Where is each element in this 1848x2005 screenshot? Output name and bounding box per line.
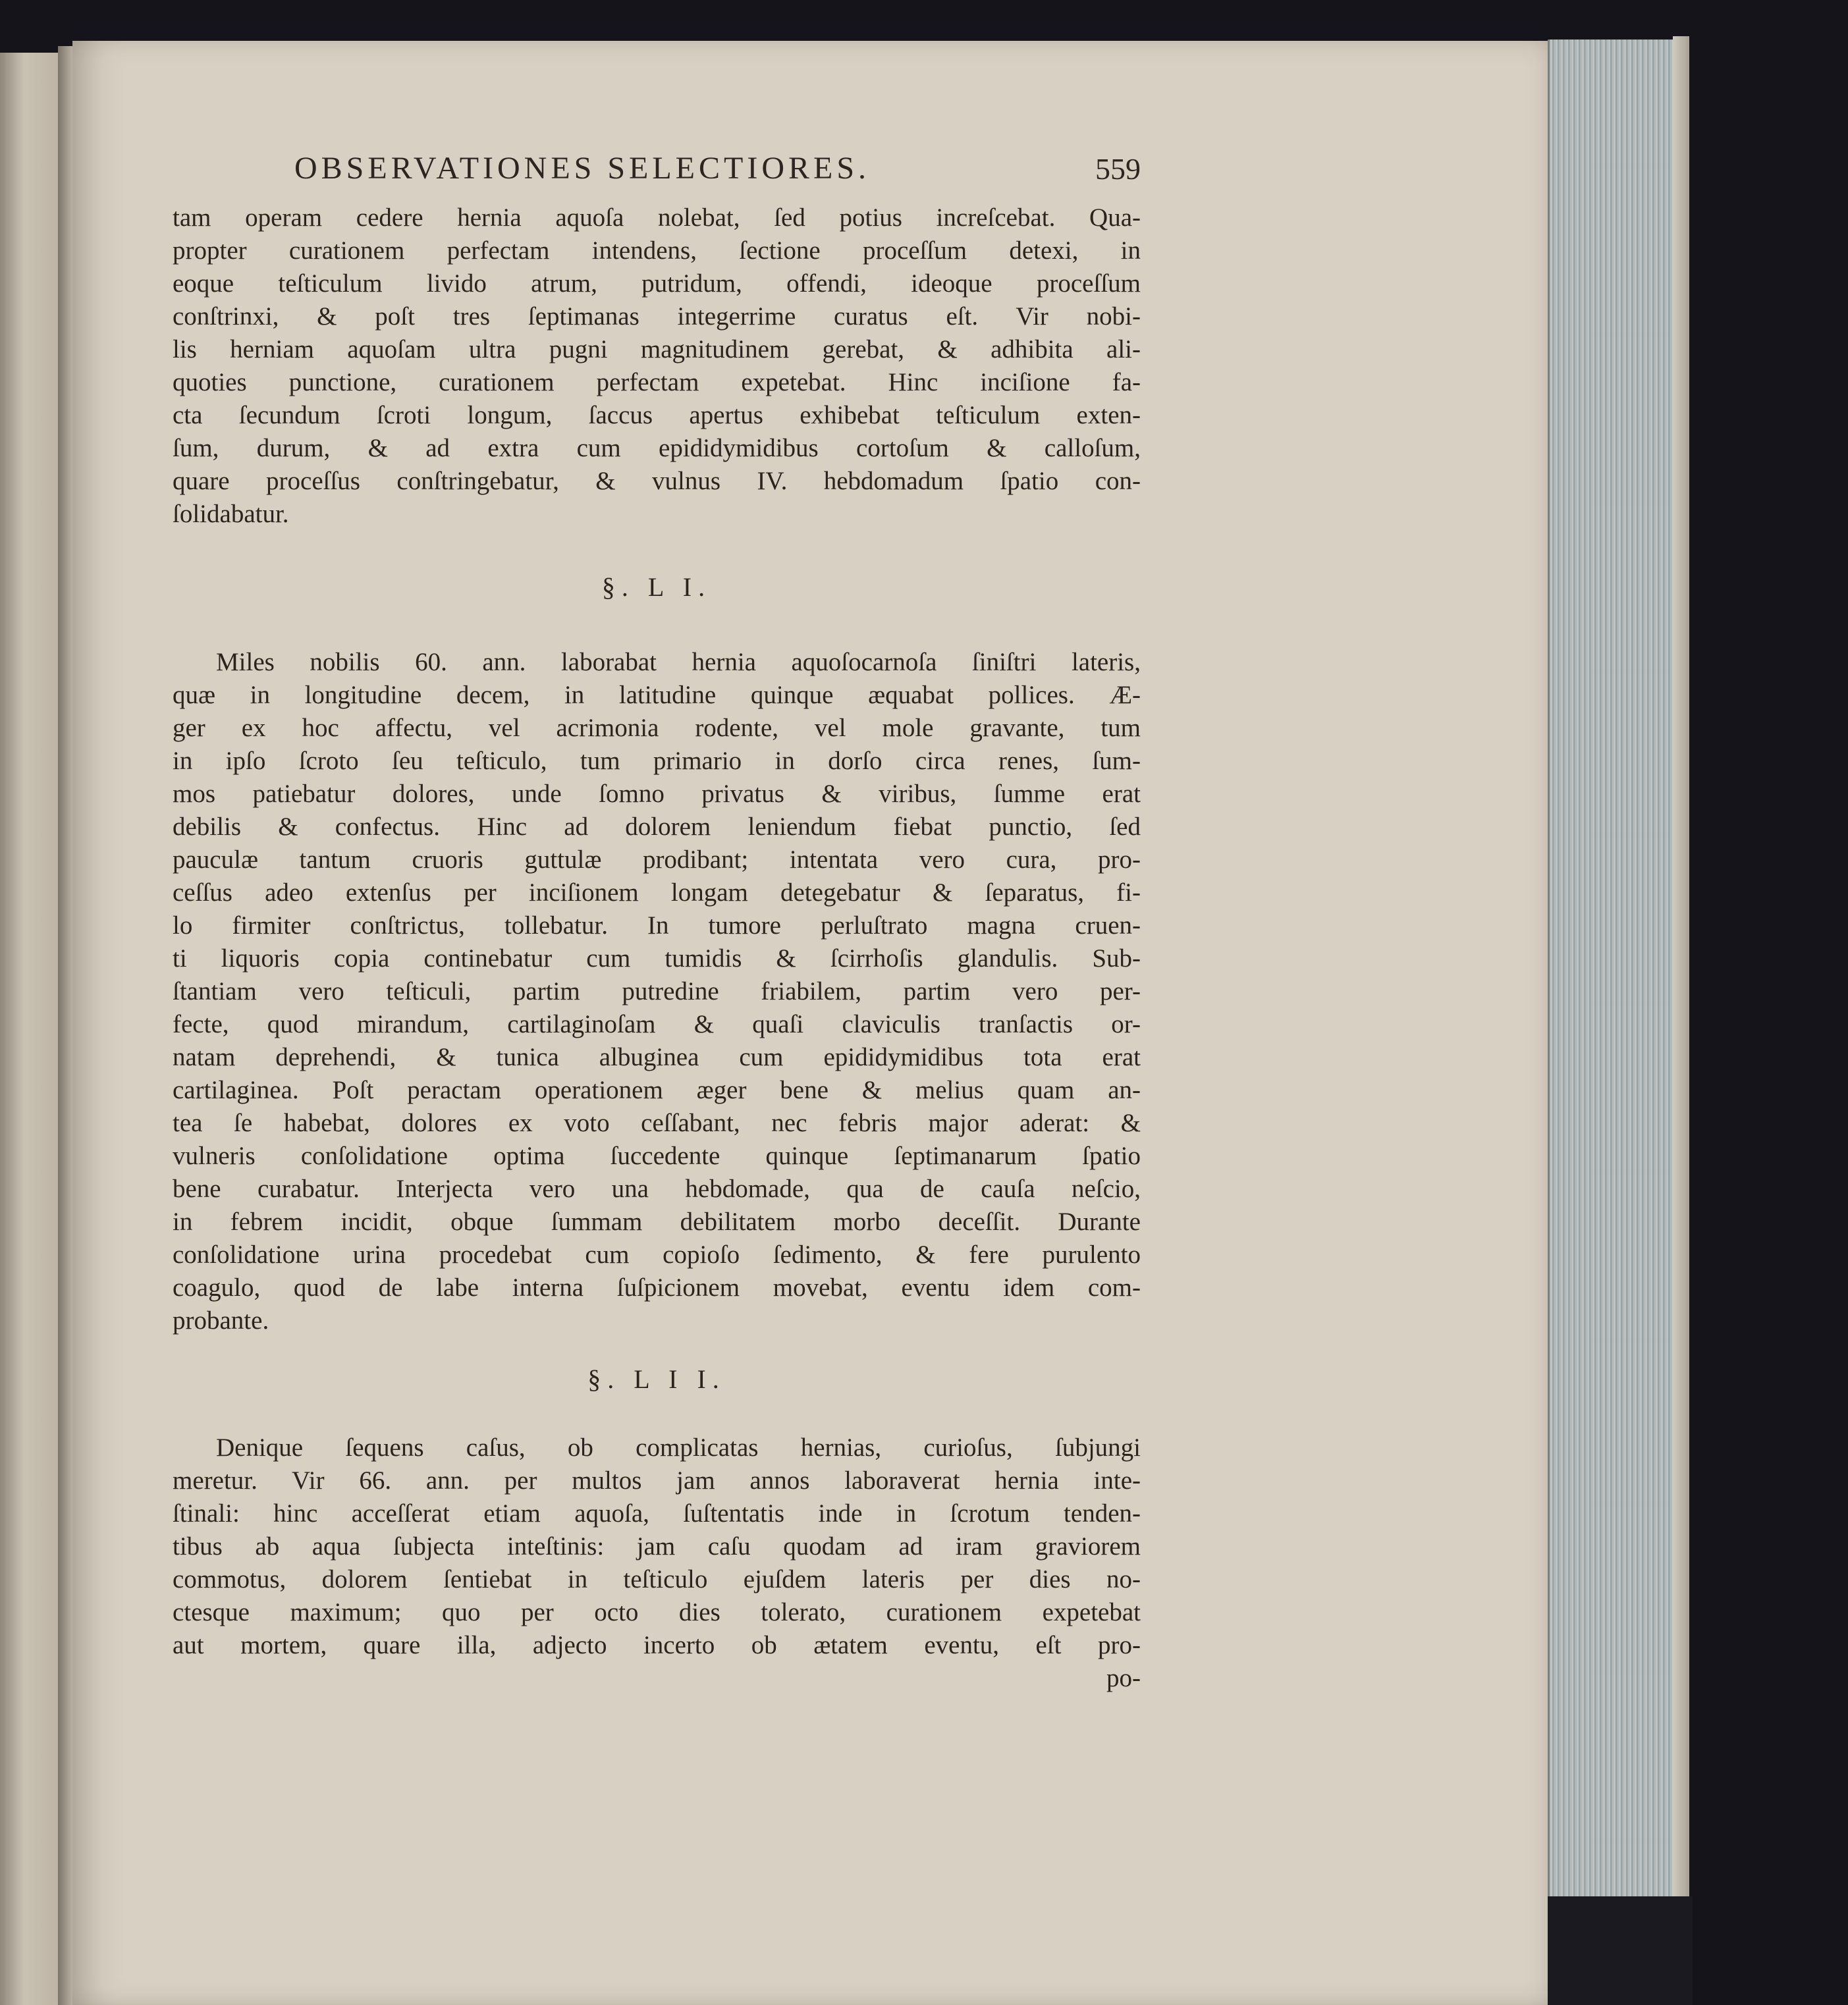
cover-edge xyxy=(1673,36,1689,1919)
text-line: ſtantiam vero teſticuli, partim putredine friabilem, partim vero per- xyxy=(173,977,1141,1005)
text-line: Miles nobilis 60. ann. laborabat hernia aquoſocarnoſa ſiniſtri lateris, xyxy=(216,648,1141,676)
text-line: pauculæ tantum cruoris guttulæ prodibant; intentata vero cura, pro- xyxy=(173,845,1141,874)
text-line: aut mortem, quare illa, adjecto incerto ob ætatem eventu, eſt pro- xyxy=(173,1631,1141,1659)
text-line: ctesque maximum; quo per octo dies tolerato, curationem expetebat xyxy=(173,1598,1141,1626)
text-line: eoque teſticulum livido atrum, putridum, offendi, ideoque proceſſum xyxy=(173,269,1141,298)
text-line: tam operam cedere hernia aquoſa nolebat, ſed potius increſcebat. Qua- xyxy=(173,203,1141,232)
text-line: coagulo, quod de labe interna ſuſpicionem movebat, eventu idem com- xyxy=(173,1273,1141,1302)
text-line: propter curationem perfectam intendens, ſectione proceſſum detexi, in xyxy=(173,236,1141,265)
paragraph-section-51 xyxy=(173,646,1141,1337)
page-text xyxy=(173,149,1141,1695)
paragraph-section-52 xyxy=(173,1431,1141,1662)
text-line: vulneris conſolidatione optima ſuccedente quinque ſeptimanarum ſpatio xyxy=(173,1142,1141,1170)
section-heading-52: §. L I I. xyxy=(587,1364,726,1394)
text-line: quare proceſſus conſtringebatur, & vulnus IV. hebdomadum ſpatio con- xyxy=(173,467,1141,495)
page-number: 559 xyxy=(1095,152,1141,186)
text-line: ſolidabatur. xyxy=(173,500,289,528)
running-head xyxy=(173,149,1141,201)
text-line: cta ſecundum ſcroti longum, ſaccus apertus exhibebat teſticulum exten- xyxy=(173,401,1141,429)
page-block-edges xyxy=(1548,40,1681,1910)
text-line: lis herniam aquoſam ultra pugni magnitudinem gerebat, & adhibita ali- xyxy=(173,335,1141,363)
text-line: cartilaginea. Poſt peractam operationem æger bene & melius quam an- xyxy=(173,1076,1141,1104)
catchword: po- xyxy=(1106,1664,1141,1692)
running-title: OBSERVATIONES SELECTIORES. xyxy=(294,151,871,186)
text-line: bene curabatur. Interjecta vero una hebdomade, qua de cauſa neſcio, xyxy=(173,1175,1141,1203)
text-line: ger ex hoc affectu, vel acrimonia rodente, vel mole gravante, tum xyxy=(173,714,1141,742)
paragraph-continuation xyxy=(173,201,1141,531)
text-line: conſolidatione urina procedebat cum copioſo ſedimento, & fere purulento xyxy=(173,1241,1141,1269)
text-line: natam deprehendi, & tunica albuginea cum epididymidibus tota erat xyxy=(173,1043,1141,1071)
text-line: ſum, durum, & ad extra cum epididymidibus cortoſum & calloſum, xyxy=(173,434,1141,462)
facing-page-edge xyxy=(0,53,61,2005)
text-line: debilis & confectus. Hinc ad dolorem leniendum fiebat punctio, ſed xyxy=(173,813,1141,841)
text-line: conſtrinxi, & poſt tres ſeptimanas integerrime curatus eſt. Vir nobi- xyxy=(173,302,1141,331)
text-line: ceſſus adeo extenſus per inciſionem longam detegebatur & ſeparatus, fi- xyxy=(173,878,1141,907)
text-line: in ipſo ſcroto ſeu teſticulo, tum primario in dorſo circa renes, ſum- xyxy=(173,747,1141,775)
text-line: in febrem incidit, obque ſummam debilitatem morbo deceſſit. Durante xyxy=(173,1208,1141,1236)
text-line: mos patiebatur dolores, unde ſomno privatus & viribus, ſumme erat xyxy=(173,780,1141,808)
text-line: probante. xyxy=(173,1306,269,1335)
background-shadow xyxy=(1548,1896,1693,2005)
text-line: quæ in longitudine decem, in latitudine quinque æquabat pollices. Æ- xyxy=(173,681,1141,709)
text-line: lo firmiter conſtrictus, tollebatur. In tumore perluſtrato magna cruen- xyxy=(173,911,1141,940)
text-line: meretur. Vir 66. ann. per multos jam annos laboraverat hernia inte- xyxy=(173,1466,1141,1495)
text-line: Denique ſequens caſus, ob complicatas hernias, curioſus, ſubjungi xyxy=(216,1433,1141,1462)
text-line: ti liquoris copia continebatur cum tumidis & ſcirrhoſis glandulis. Sub- xyxy=(173,944,1141,973)
section-heading-51: §. L I. xyxy=(601,572,712,602)
text-line: ſtinali: hinc acceſſerat etiam aquoſa, ſuſtentatis inde in ſcrotum tenden- xyxy=(173,1499,1141,1528)
text-line: quoties punctione, curationem perfectam expetebat. Hinc inciſione fa- xyxy=(173,368,1141,396)
text-line: fecte, quod mirandum, cartilaginoſam & quaſi claviculis tranſactis or- xyxy=(173,1010,1141,1038)
text-line: tibus ab aqua ſubjecta inteſtinis: jam caſu quodam ad iram graviorem xyxy=(173,1532,1141,1561)
text-line: tea ſe habebat, dolores ex voto ceſſabant, nec febris major aderat: & xyxy=(173,1109,1141,1137)
text-line: commotus, dolorem ſentiebat in teſticulo ejuſdem lateris per dies no- xyxy=(173,1565,1141,1593)
